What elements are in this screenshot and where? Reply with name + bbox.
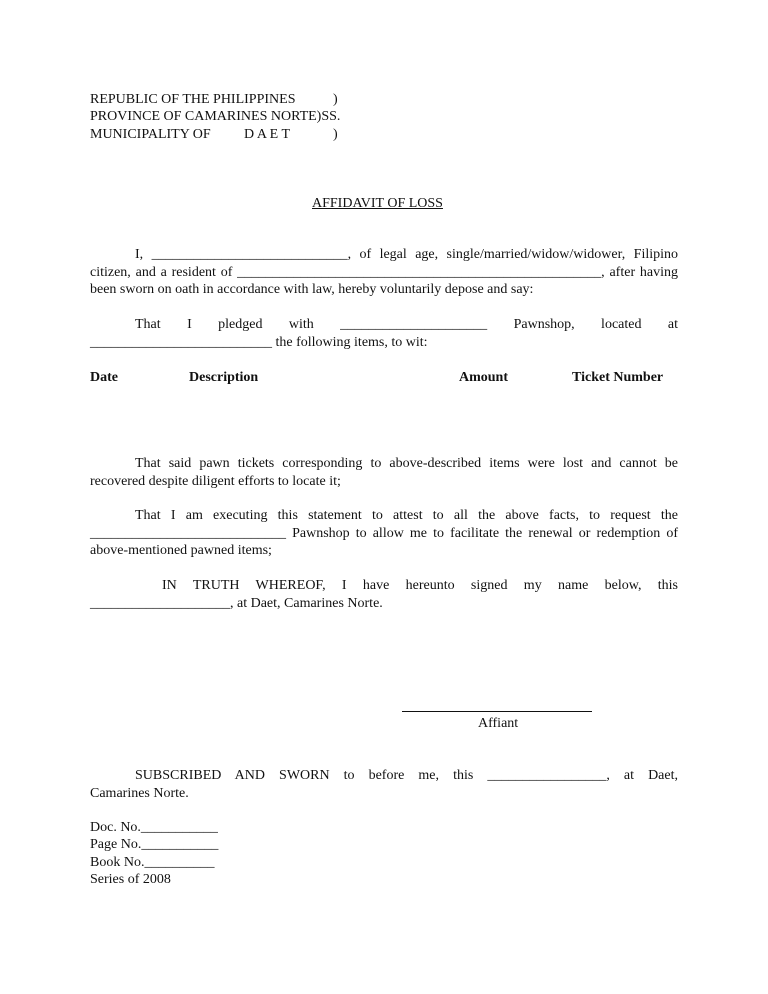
venue-daet: D A E T (244, 127, 291, 142)
venue-municipality: MUNICIPALITY OF (90, 127, 211, 142)
paragraph-identity (90, 246, 678, 299)
paragraph-lost-tickets (90, 455, 678, 490)
paragraph-jurat-line-2: Camarines Norte. (90, 785, 189, 801)
venue-republic: REPUBLIC OF THE PHILIPPINES (90, 92, 296, 107)
paragraph-purpose-line-1: That I am executing this statement to attest to all the above facts, to request the (135, 508, 678, 523)
column-header-description: Description (189, 370, 259, 385)
column-header-ticket-number: Ticket Number (572, 370, 664, 385)
paragraph-purpose (90, 507, 678, 560)
paragraph-pledge (90, 316, 678, 351)
page-number: Page No.___________ (90, 837, 219, 852)
affiant-signature-line (402, 711, 592, 712)
column-header-date: Date (90, 370, 118, 385)
column-header-amount: Amount (459, 370, 509, 385)
paragraph-truth-whereof-line-1: IN TRUTH WHEREOF, I have hereunto signed my name below, this (162, 578, 678, 593)
paragraph-lost-tickets-line-1: That said pawn tickets corresponding to above-described items were lost and cannot be (135, 456, 678, 471)
paragraph-identity-line-2: citizen, and a resident of ____________________________________________________, after having (90, 264, 678, 280)
paragraph-truth-whereof (90, 577, 678, 612)
doc-number: Doc. No.___________ (90, 820, 218, 835)
series-year: Series of 2008 (90, 872, 171, 887)
paragraph-jurat-line-1: SUBSCRIBED AND SWORN to before me, this _________________, at Daet, (135, 768, 678, 783)
paragraph-purpose-line-2: ____________________________ Pawnshop to allow me to facilitate the renewal or redemption of (90, 525, 678, 541)
paragraph-lost-tickets-line-2: recovered despite diligent efforts to locate it; (90, 473, 341, 489)
paragraph-identity-line-1: I, ____________________________, of legal age, single/married/widow/widower, Filipino (135, 247, 678, 262)
book-number: Book No.__________ (90, 855, 215, 870)
paragraph-pledge-line-2: __________________________ the following items, to wit: (90, 334, 428, 350)
venue-paren-3: ) (333, 127, 338, 142)
affiant-label: Affiant (478, 716, 519, 731)
venue-province: PROVINCE OF CAMARINES NORTE)SS. (90, 109, 341, 124)
paragraph-truth-whereof-line-2: ____________________, at Daet, Camarines Norte. (90, 595, 383, 611)
paragraph-pledge-line-1: That I pledged with _____________________ Pawnshop, located at (135, 317, 678, 332)
paragraph-purpose-line-3: above-mentioned pawned items; (90, 543, 272, 558)
venue-paren-1: ) (333, 92, 338, 107)
document-title: AFFIDAVIT OF LOSS (312, 196, 443, 211)
paragraph-identity-line-3: been sworn on oath in accordance with law, hereby voluntarily depose and say: (90, 282, 534, 297)
paragraph-jurat (90, 767, 678, 802)
